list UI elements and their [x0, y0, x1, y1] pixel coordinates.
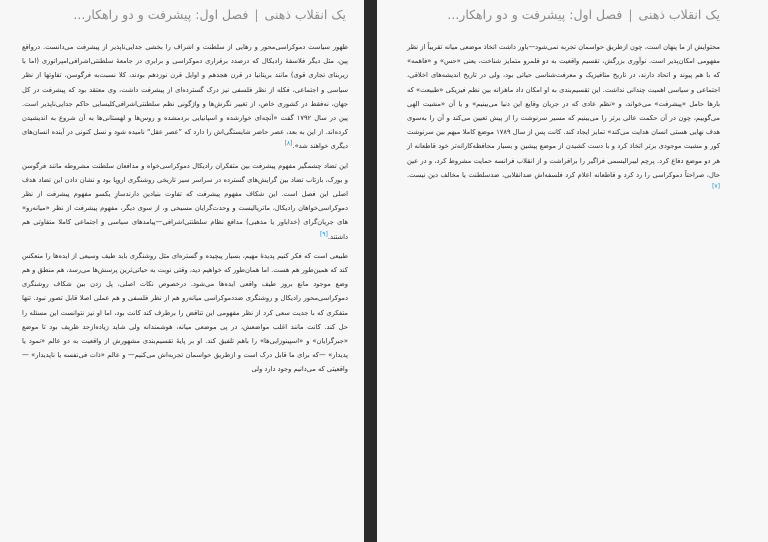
page-body: [407, 40, 720, 201]
page-body: [22, 40, 348, 382]
paragraph-text: طبیعی است که فکر کنیم پدیدهٔ مهیم، بسیار پیچیده و گستره‌ای مثل روشنگری باید طیف وسیعی از ایده‌ها را منعکس کند که همین‌طور هم هست. اما همان‌طور که خواهیم دید، وقتی نوبت به حیاتی‌ترین پرسش‌ها می‌رسد، هم منطق و هم وضع موجود مانع بروز طیف واقعی ایده‌ها می‌شود. درخصوص نکات اصلی، پل زدن بین شکاف روشنگری دموکراسی‌محور رادیکال و روشنگری ضددموکراسی میانه‌رو هم از نظر فلسفی و هم عملی اصلا قابل تصور نبود. تنها متفکری که با جدیت سعی کرد از نظر مفهومی این تناقض را برطرف کند کانت بود، اما او نیز نتوانست این مسئله را حل کند. کانت مانند اغلب مواضعش، در پی موضعی میانه، هوشمندانه ولی شاید زیاده‌ازحد ظریف بود تا موضع «جبرگرایان» و «اسپینوزایی‌ها» را باهم تلفیق کند. او بر پایهٔ تقسیم‌بندی مشهورش از واقعیت به دو عالم «نمود یا پدیدار» —که برای ما قابل درک است و ازطریق حواسمان تجربه‌اش می‌کنیم— و عالم «ذات فی‌نفسه یا ناپدیدار» —واقعیتی که می‌دانیم وجود دارد ولی: [22, 251, 348, 374]
paragraph: [407, 40, 720, 196]
footnote-marker[interactable]: [۸]: [284, 140, 293, 148]
right-page: [377, 0, 768, 542]
book-title: یک انقلاب ذهنی: [638, 7, 720, 22]
paragraph: [22, 40, 348, 154]
paragraph-text: این تضاد چشمگیر مفهوم پیشرفت بین متفکران رادیکال دموکراسی‌خواه و مدافعان سلطنت مشروطه مانند فرگوسن و بورک، بازتاب تضاد بین گرایش‌های گسترده در سراسر سیر تاریخی روشنگری اروپا بود و نشان دادن این تضاد هدف اصلی این فصل است. این شکاف مفهوم پیشرفت که تفاوت بنیادین دارندسازِ یکسو مفهوم پیشرفت از نظر دموکراسی‌خواهان رادیکال، ماتریالیست و وحدت‌گرایان مسیحی و، از سوی دیگر، مفهوم پیشرفت از نظر «میانه‌رو» های جریان‌گرای (خداباور یا مذهبی) مدافع نظام سلطنتی‌اشرافی—پیامدهای سیاسی و اجتماعی کاملا متفاوتی هم داشتند.: [22, 161, 348, 241]
paragraph: [22, 159, 348, 244]
book-title: یک انقلاب ذهنی: [264, 7, 346, 22]
footnote-marker[interactable]: [۷]: [712, 182, 720, 190]
header-separator: |: [254, 7, 259, 22]
page-header: [18, 7, 346, 22]
header-separator: |: [628, 7, 633, 22]
page-header: [407, 7, 720, 22]
footnote-marker[interactable]: [۹]: [319, 230, 328, 238]
chapter-title: فصل اول: پیشرفت و دو راهکار...: [73, 7, 249, 22]
page-gutter: [364, 0, 377, 542]
paragraph: [22, 249, 348, 377]
chapter-title: فصل اول: پیشرفت و دو راهکار...: [447, 7, 623, 22]
paragraph-text: محتوایش از ما پنهان است، چون ازطریق حواسمان تجربه‌ نمی‌شود—باور داشت اتخاذ موضعی میانه تقریباً از نظر مفهومی امکان‌پذیر است. نوآوری بزرگش، تقسیم واقعیت به دو قلمرو متمایز شناخت، یعنی «حس» و «فاهمه» که با هم پیوند و اتحاد دارند، در تاریخ متافیزیک و معرفت‌شناسی حیاتی بود، ولی در تاریخ اندیشه‌های اخلاقی، اجتماعی و سیاسی اهمیت چندانی نداشت. این تقسیم‌بندی به او امکان داد ماهرانه بین نظم فیزیکی «طبیعت» که بارها حامل «پیشرفت» می‌خواند، و «نظم عادی که در جریان وقایع این دنیا می‌بینیم» و یا آن «مشیت الهی می‌گوییم، چون در آن حکمت عالی برتر را می‌بینیم که مسیر سرنوشت را از پیش تعیین می‌کند و آن را به‌سوی هدف نهایی هستی انسان هدایت می‌کند» تمایز ایجاد کند. کانت پس از سال ۱۷۸۹ موضع کاملا مبهم بین سرنوشت کور و مشیت موجودی برتر اتخاذ کرد و با دست کشیدن از موضع پیشین و بسیار محافظه‌کارانه‌تر خود قاطعانه از هر دو موضع دفاع کرد. پرچم لیبرالیسمی فراگیر را برافراشت و از انقلاب فرانسه حمایت مشروط کرد، و در عین حال، صراحتاً دموکراسی را رد کرد و قاطعانه اعلام کرد فلسفه‌اش ضدانقلابی، ضدسلطنت یا مخالف دین نیست.: [407, 43, 720, 179]
paragraph-text: ظهور سیاست دموکراسی‌محور و رهایی از سلطنت و اشراف را بخشی جدایی‌ناپذیر از پیشرفت می‌دانست. درواقع پین، مثل دیگر فلاسفهٔ رادیکال که درصدد برقراری دموکراسی و برابری در جامعهٔ سلطنتی‌اشرافی‌امپراتوری (اما با زیربنای تجاری قوی) مانند بریتانیا در قرن هجدهم و اوایل قرن نوزدهم بودند، کلا نسبت‌به فرگوسن، تفاوتها از نظر سیاسی و اجتماعی، فکله از نظر فلسفی نیز درک گسترده‌ای از پیشرفت داشت، وی معتقد بود که پیشرفت در کل جهان، نه‌فقط در کشوری خاص، از تغییر نگرش‌ها و واژگونی نظم سلطنتی‌اشرافی‌کلیسایی حاکم جدایی‌ناپذیر است. پین در سال ۱۷۹۲ گفت «آنچه‌ای خوارشده و اسپانیایی بردمشده و روس‌ها و لهستانی‌ها به آن شروع به اندیشیدن کرده‌اند. از این به بعد، عصر حاضر شایستگی‌اش را دارد که ”عصر عقل“ نامیده شود و نسل کنونی در آینده انسان‌های دیگری خواهند شد».: [22, 43, 348, 151]
left-page: [0, 0, 364, 542]
